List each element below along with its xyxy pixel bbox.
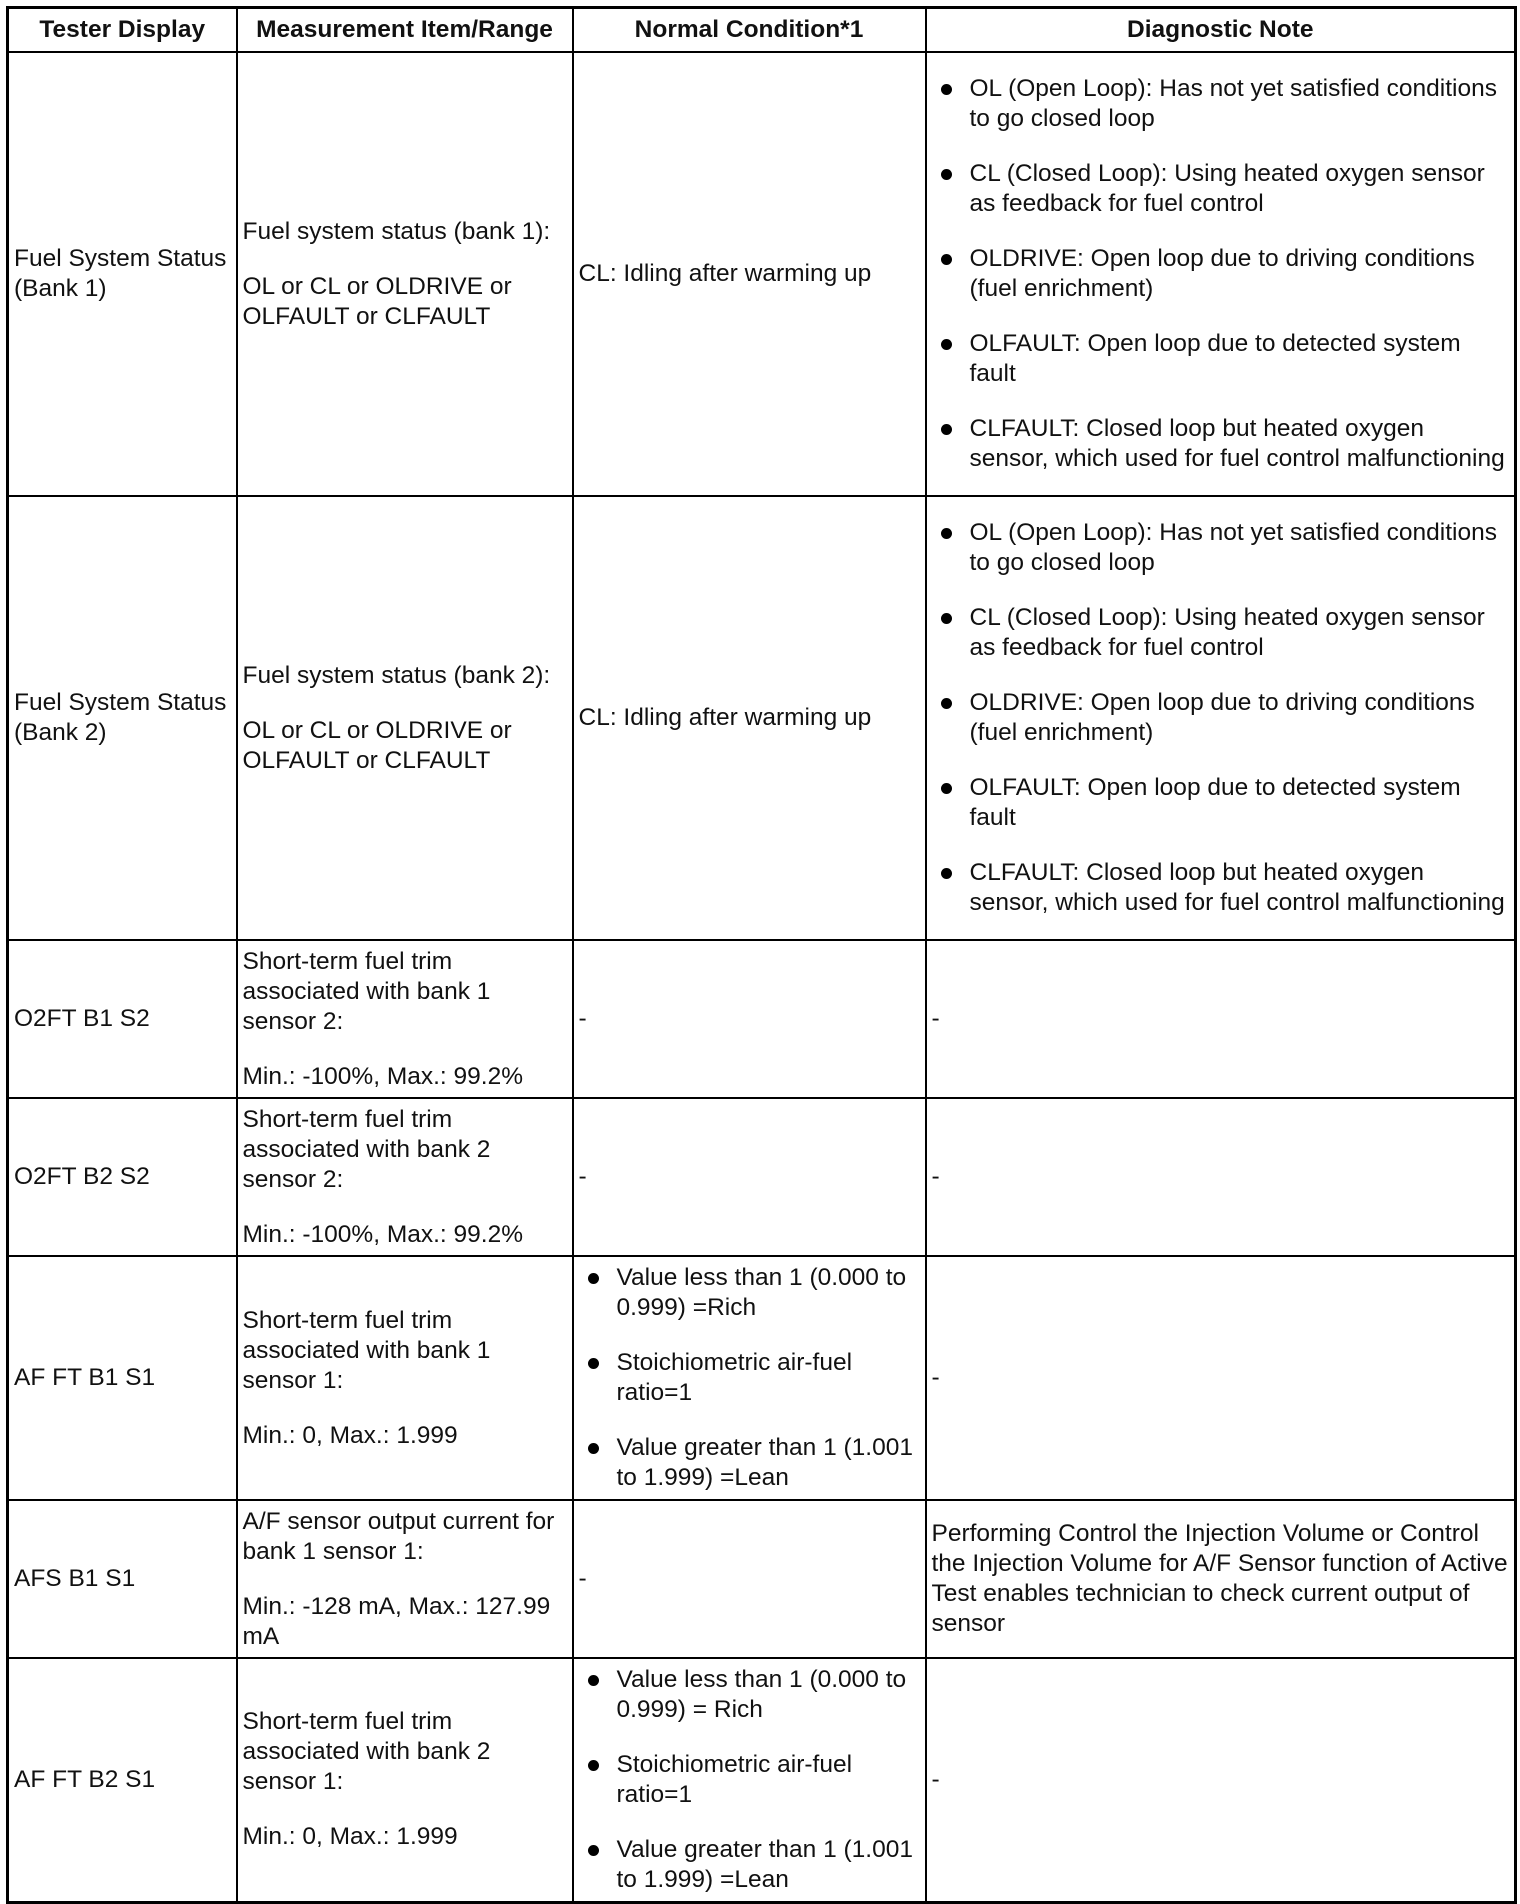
measurement-range: Min.: 0, Max.: 1.999 bbox=[242, 1823, 458, 1851]
list-item: OL (Open Loop): Has not yet satisfied conditions to go closed loop bbox=[932, 518, 1510, 578]
list-item: Stoichiometric air-fuel ratio=1 bbox=[579, 1348, 920, 1408]
list-item: Value greater than 1 (1.001 to 1.999) =Lean bbox=[579, 1433, 920, 1493]
table-row bbox=[8, 1658, 1516, 1902]
measurement-item: Fuel system status (bank 1): bbox=[242, 217, 551, 245]
header-normal-condition: Normal Condition*1 bbox=[573, 8, 926, 53]
measurement-range: OL or CL or OLDRIVE or OLFAULT or CLFAULT bbox=[242, 272, 512, 330]
header-measurement-item: Measurement Item/Range bbox=[237, 8, 573, 53]
header-diagnostic-note: Diagnostic Note bbox=[926, 8, 1516, 53]
measurement-item: Short-term fuel trim associated with bank 2 sensor 1: bbox=[242, 1708, 491, 1796]
list-item: OLDRIVE: Open loop due to driving conditions (fuel enrichment) bbox=[932, 244, 1510, 304]
diagnostic-note-cell: - bbox=[926, 1658, 1516, 1902]
tester-display-cell: Fuel System Status (Bank 1) bbox=[8, 52, 237, 496]
measurement-range: Min.: -128 mA, Max.: 127.99 mA bbox=[242, 1592, 551, 1650]
measurement-item: Fuel system status (bank 2): bbox=[242, 661, 551, 689]
tester-display-cell: AFS B1 S1 bbox=[8, 1500, 237, 1658]
normal-condition-cell: - bbox=[573, 940, 926, 1098]
measurement-item: A/F sensor output current for bank 1 sensor 1: bbox=[242, 1507, 555, 1565]
table-header-row bbox=[8, 8, 1516, 53]
diagnostic-note-cell: - bbox=[926, 940, 1516, 1098]
measurement-cell bbox=[237, 1500, 573, 1658]
list-item: OLDRIVE: Open loop due to driving conditions (fuel enrichment) bbox=[932, 688, 1510, 748]
measurement-range: OL or CL or OLDRIVE or OLFAULT or CLFAULT bbox=[242, 716, 512, 774]
measurement-range: Min.: -100%, Max.: 99.2% bbox=[242, 1062, 524, 1090]
measurement-cell bbox=[237, 496, 573, 940]
list-item: Value less than 1 (0.000 to 0.999) = Rich bbox=[579, 1665, 920, 1725]
data-list-table bbox=[6, 6, 1517, 1904]
measurement-cell bbox=[237, 1256, 573, 1500]
list-item: Value greater than 1 (1.001 to 1.999) =Lean bbox=[579, 1835, 920, 1895]
diagnostic-note-cell bbox=[926, 52, 1516, 496]
diagnostic-note-cell bbox=[926, 496, 1516, 940]
measurement-item: Short-term fuel trim associated with bank 2 sensor 2: bbox=[242, 1105, 491, 1193]
list-item: CLFAULT: Closed loop but heated oxygen sensor, which used for fuel control malfunctioning bbox=[932, 858, 1510, 918]
list-item: CLFAULT: Closed loop but heated oxygen sensor, which used for fuel control malfunctioning bbox=[932, 414, 1510, 474]
tester-display-cell: Fuel System Status (Bank 2) bbox=[8, 496, 237, 940]
list-item: OLFAULT: Open loop due to detected system fault bbox=[932, 773, 1510, 833]
measurement-range: Min.: 0, Max.: 1.999 bbox=[242, 1421, 458, 1449]
diagnostic-note-cell: - bbox=[926, 1098, 1516, 1256]
list-item: Value less than 1 (0.000 to 0.999) =Rich bbox=[579, 1263, 920, 1323]
normal-condition-cell: - bbox=[573, 1098, 926, 1256]
tester-display-cell: O2FT B2 S2 bbox=[8, 1098, 237, 1256]
measurement-cell bbox=[237, 1658, 573, 1902]
measurement-item: Short-term fuel trim associated with bank 1 sensor 2: bbox=[242, 947, 491, 1035]
measurement-cell bbox=[237, 1098, 573, 1256]
measurement-item: Short-term fuel trim associated with bank 1 sensor 1: bbox=[242, 1306, 491, 1394]
note-list bbox=[932, 518, 1510, 918]
note-list bbox=[932, 74, 1510, 474]
normal-condition-cell: - bbox=[573, 1500, 926, 1658]
normal-condition-cell: CL: Idling after warming up bbox=[573, 52, 926, 496]
table-row bbox=[8, 1256, 1516, 1500]
normal-condition-cell: CL: Idling after warming up bbox=[573, 496, 926, 940]
tester-display-cell: AF FT B2 S1 bbox=[8, 1658, 237, 1902]
table-row bbox=[8, 1098, 1516, 1256]
list-item: Stoichiometric air-fuel ratio=1 bbox=[579, 1750, 920, 1810]
diagnostic-note-cell: Performing Control the Injection Volume or Control the Injection Volume for A/F Sensor function of Active Test enables technician to check current output of sensor bbox=[926, 1500, 1516, 1658]
table-row bbox=[8, 52, 1516, 496]
list-item: CL (Closed Loop): Using heated oxygen sensor as feedback for fuel control bbox=[932, 159, 1510, 219]
condition-list bbox=[579, 1263, 920, 1493]
tester-display-cell: AF FT B1 S1 bbox=[8, 1256, 237, 1500]
table-row bbox=[8, 496, 1516, 940]
normal-condition-cell bbox=[573, 1658, 926, 1902]
diagnostic-note-cell: - bbox=[926, 1256, 1516, 1500]
measurement-range: Min.: -100%, Max.: 99.2% bbox=[242, 1220, 524, 1248]
measurement-cell bbox=[237, 52, 573, 496]
list-item: OL (Open Loop): Has not yet satisfied conditions to go closed loop bbox=[932, 74, 1510, 134]
normal-condition-cell bbox=[573, 1256, 926, 1500]
table-row bbox=[8, 940, 1516, 1098]
table-row bbox=[8, 1500, 1516, 1658]
header-tester-display: Tester Display bbox=[8, 8, 237, 53]
list-item: OLFAULT: Open loop due to detected system fault bbox=[932, 329, 1510, 389]
tester-display-cell: O2FT B1 S2 bbox=[8, 940, 237, 1098]
measurement-cell bbox=[237, 940, 573, 1098]
condition-list bbox=[579, 1665, 920, 1895]
list-item: CL (Closed Loop): Using heated oxygen sensor as feedback for fuel control bbox=[932, 603, 1510, 663]
